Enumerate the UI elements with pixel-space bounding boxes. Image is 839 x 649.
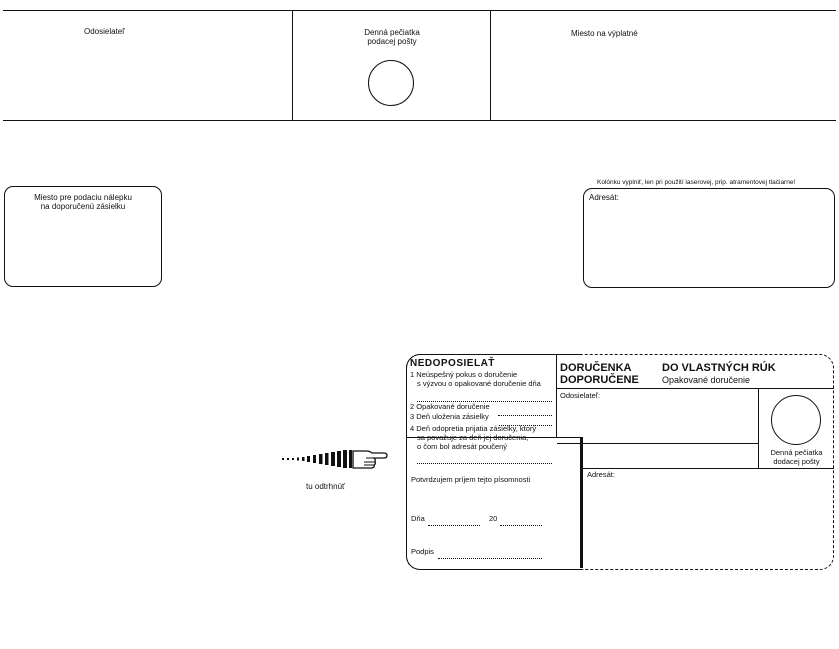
card-header-hline [557,388,834,389]
card-title-1: DORUČENKA [560,362,632,374]
item2: 2 Opakované doručenie [410,402,490,411]
signature-label: Podpis [411,547,434,556]
item1-line2: s výzvou o opakované doručenie dňa [417,379,541,388]
tear-label: tu odtrhnúť [306,482,346,491]
card-sender-hline [557,443,758,444]
card-title-3: DO VLASTNÝCH RÚK [662,362,776,374]
stamp-label-line2: podacej pošty [367,37,417,46]
signature-dots [438,546,542,564]
item4-line1: 4 Deň odopretia prijatia zásielky, ktorý [410,424,537,433]
card-thick-divider [580,437,583,568]
postage-label: Miesto na výplatné [571,29,638,38]
card-stamp-label-2: dodacej pošty [773,457,820,466]
card-subtitle: Opakované doručenie [662,375,751,385]
printer-note: Kolónku vyplniť, len pri použití laserovej, prip. atramentovej tlačiarne! [597,179,796,186]
addressee-box [583,188,835,288]
item3: 3 Deň uloženia zásielky [410,412,489,421]
year-dots [500,513,542,531]
confirm-text: Potvrdzujem príjem tejto písomnosti [411,475,531,484]
nedoposielat-heading: NEDOPOSIELAŤ [410,358,495,369]
label-place-line2: na doporučenú zásielku [40,202,126,211]
card-addressee-hline [582,468,834,469]
card-stamp-label-1: Denná pečiatka [770,448,823,457]
card-sender-label: Odosielateľ: [560,391,601,400]
stamp-circle-icon [771,395,821,445]
item1-line1: 1 Neúspešný pokus o doručenie [410,370,518,379]
item4-line2: sa považuje za deň jej doručenia, [417,433,529,442]
stamp-label-line1: Denná pečiatka [364,28,420,37]
date-label: Dňa [411,514,425,523]
card-addressee-label: Adresát: [587,470,615,479]
item4-dots [417,451,552,469]
stamp-circle-icon [368,60,414,106]
item4-line3: o čom bol adresát poučený [417,442,508,451]
sender-label: Odosielateľ [84,27,125,36]
addressee-label: Adresát: [589,193,619,202]
card-left-divider [556,354,557,437]
card-title-2: DOPORUČENE [560,374,639,386]
label-place-line1: Miesto pre podaciu nálepku [34,193,132,202]
date-dots [428,513,480,531]
year-prefix: 20 [489,514,498,523]
top-panel [3,10,836,121]
